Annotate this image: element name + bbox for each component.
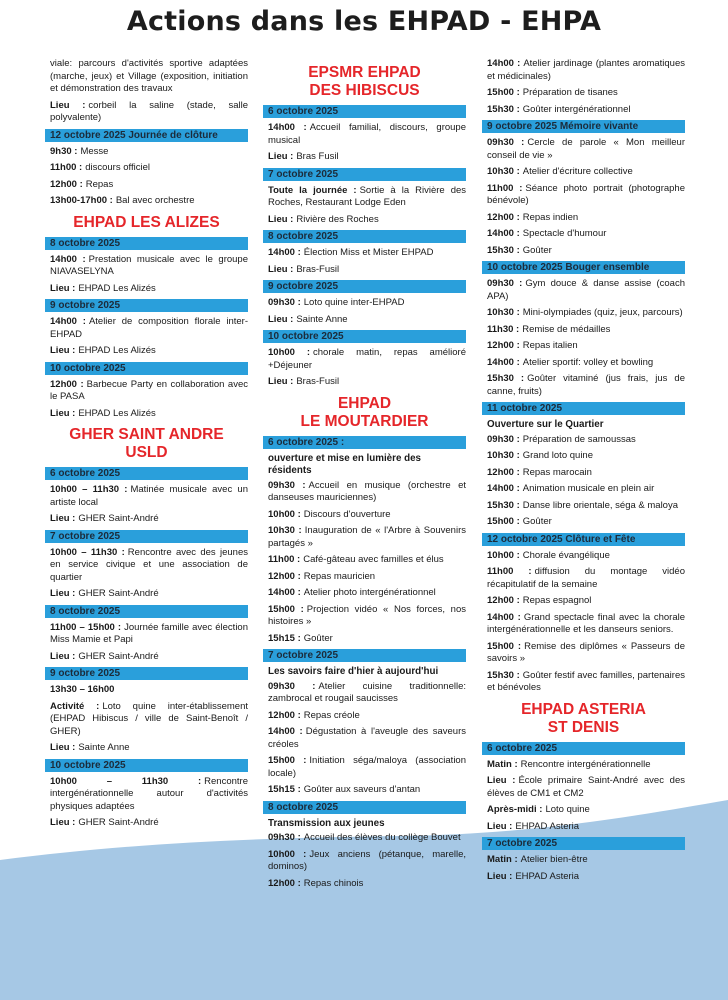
date-bar: 8 octobre 2025 [45, 237, 248, 250]
date-bar: 10 octobre 2025 [45, 362, 248, 375]
schedule-entry [268, 755, 466, 780]
entry-time: Lieu : [268, 376, 294, 387]
entry-text: Atelier photo intergénérationnel [303, 587, 436, 598]
entry-text: École primaire Saint-André avec des élèves de CM1 et CM2 [487, 775, 685, 799]
schedule-entry [487, 183, 685, 208]
entry-time: Lieu : [50, 345, 76, 356]
entry-text: Séance photo portrait (photographe bénévole) [487, 182, 686, 206]
schedule-entry [50, 588, 248, 601]
entry-time: 10h00 : [487, 549, 520, 561]
entry-time: 12h00 : [268, 877, 301, 889]
entry-text: Barbecue Party en collaboration avec le PASA [50, 378, 248, 402]
date-bar: 7 octobre 2025 [482, 837, 685, 850]
entry-time: 14h00 : [50, 316, 86, 327]
entry-time: 15h00 : [487, 640, 522, 652]
entry-text: chorale matin, repas amélioré +Déjeuner [268, 347, 466, 371]
entry-time: 09h30 : [487, 278, 523, 289]
schedule-entry [50, 408, 248, 421]
date-bar: 12 octobre 2025 Journée de clôture [45, 129, 248, 142]
schedule-entry [487, 278, 685, 303]
entry-time: Lieu : [50, 817, 76, 828]
entry-time: 12h00 : [487, 466, 520, 478]
entry-text: Repas chinois [303, 877, 364, 889]
schedule-entry [50, 316, 248, 341]
entry-time: 09h30 : [487, 433, 520, 445]
entry-time: 11h30 : [487, 323, 520, 335]
entry-text: Préparation de tisanes [522, 87, 618, 98]
entry-text: Loto quine inter-établissement (EHPAD Hibiscus / ville de Saint-Benoît / GHER) [50, 700, 248, 737]
day-theme: Transmission aux jeunes [268, 817, 385, 829]
entry-text: Atelier jardinage (plantes aromatiques et médicinales) [487, 58, 685, 82]
entry-time: 11h00 – 15h00 : [50, 621, 122, 633]
section-title-line: GHER SAINT ANDRE [69, 426, 224, 443]
schedule-entry [487, 58, 685, 83]
entry-text: GHER Saint-André [78, 513, 159, 524]
section-title-line: LE MOUTARDIER [300, 412, 429, 430]
schedule-entry [50, 254, 248, 279]
column-3 [482, 58, 685, 887]
schedule-entry [268, 509, 466, 522]
entry-time: Lieu : [487, 775, 516, 786]
schedule-entry [487, 245, 685, 258]
schedule-entry [487, 821, 685, 834]
entry-time: 13h30 – 16h00 [50, 684, 115, 695]
entry-time: 15h00 : [487, 87, 520, 98]
entry-time: 14h00 : [268, 122, 307, 133]
entry-text: Sainte Anne [296, 313, 348, 325]
entry-time: Activité : [50, 700, 100, 712]
date-bar: 10 octobre 2025 Bouger ensemble [482, 261, 685, 274]
date-bar: 6 octobre 2025 [263, 105, 466, 118]
entry-time: 15h00 : [268, 603, 304, 615]
entry-time: Lieu : [50, 282, 76, 294]
column-1 [45, 58, 248, 834]
entry-text: Projection vidéo « Nos forces, nos histoires » [268, 603, 466, 627]
schedule-entry [268, 214, 466, 227]
entry-time: 14h00 : [268, 726, 303, 737]
entry-text: Remise des diplômes « Passeurs de savoirs » [487, 640, 685, 664]
schedule-entry [487, 357, 685, 370]
schedule-entry [50, 379, 248, 404]
schedule-entry [487, 516, 685, 529]
entry-text: Chorale évangélique [522, 549, 610, 561]
entry-text: Loto quine [545, 804, 590, 815]
schedule-entry [50, 484, 248, 509]
schedule-entry [487, 340, 685, 353]
entry-time: Lieu : [50, 513, 76, 524]
entry-time: Toute la journée : [268, 184, 357, 196]
entry-time: Lieu : [268, 313, 294, 325]
schedule-entry [487, 641, 685, 666]
entry-text: Atelier de composition florale inter-EHPAD [50, 316, 248, 340]
entry-text: Loto quine inter-EHPAD [303, 297, 405, 308]
entry-time: 09h30 : [268, 680, 316, 692]
date-bar: 7 octobre 2025 [263, 168, 466, 181]
schedule-entry [487, 87, 685, 100]
entry-text: Bal avec orchestre [115, 195, 195, 206]
entry-time: Lieu : [268, 151, 294, 162]
entry-text: Sainte Anne [78, 742, 130, 753]
schedule-entry [487, 595, 685, 608]
entry-text: Goûter aux saveurs d'antan [303, 784, 421, 795]
entry-time: 10h30 : [268, 525, 302, 536]
date-bar: 12 octobre 2025 Clôture et Fête [482, 533, 685, 546]
entry-text: Spectacle d'humour [522, 228, 607, 239]
schedule-entry [50, 100, 248, 125]
entry-time: 09h30 : [268, 479, 306, 491]
entry-time: 10h00 – 11h30 : [50, 484, 128, 495]
day-theme: ouverture et mise en lumière des résidents [268, 452, 421, 476]
entry-time: 09h30 : [268, 832, 301, 843]
schedule-entry [487, 500, 685, 513]
entry-text: Préparation de samoussas [522, 433, 636, 445]
section-title-line: EHPAD ASTERIA [521, 700, 646, 718]
entry-time: Matin : [487, 854, 518, 865]
date-bar: 7 octobre 2025 [263, 649, 466, 662]
day-theme: Les savoirs faire d'hier à aujourd'hui [268, 666, 439, 677]
entry-time: 11h00 : [487, 182, 523, 194]
schedule-entry [268, 480, 466, 505]
date-bar: 10 octobre 2025 [45, 759, 248, 772]
schedule-entry [50, 651, 248, 664]
entry-text: Grand spectacle final avec la chorale intergénérationnelle et les danseurs seniors. [487, 611, 685, 635]
entry-time: 15h15 : [268, 632, 301, 644]
schedule-entry [50, 742, 248, 755]
entry-text: Rencontre avec des jeunes en service civique et une association de quartier [50, 546, 248, 583]
date-bar: 9 octobre 2025 [45, 299, 248, 312]
schedule-entry [268, 726, 466, 751]
entry-text: EHPAD Les Alizés [78, 407, 156, 419]
entry-time: 14h00 : [487, 58, 521, 69]
column-2 [263, 58, 466, 894]
date-bar: 6 octobre 2025 : [263, 436, 466, 449]
entry-time: 9h30 : [50, 145, 78, 157]
schedule-entry [487, 307, 685, 320]
entry-time: 10h00 – 11h30 : [50, 546, 125, 558]
entry-text: Rencontre intergénérationnelle autour d'activités physiques adaptées [50, 775, 248, 812]
entry-time: 14h00 : [50, 253, 86, 265]
schedule-entry [487, 434, 685, 447]
date-bar: 11 octobre 2025 [482, 402, 685, 415]
section-title [45, 214, 248, 232]
entry-time: Lieu : [268, 213, 294, 225]
entry-text: Repas [85, 178, 114, 190]
entry-text: EHPAD Asteria [515, 870, 580, 882]
schedule-entry [268, 832, 466, 845]
entry-time: 10h30 : [487, 450, 520, 461]
entry-text: Dégustation à l'aveugle des saveurs créoles [268, 726, 466, 750]
entry-text: EHPAD Asteria [515, 820, 580, 832]
schedule-entry [50, 817, 248, 830]
entry-text: GHER Saint-André [78, 650, 159, 662]
schedule-entry [268, 878, 466, 891]
entry-time: 10h30 : [487, 166, 520, 177]
entry-time: 15h00 : [487, 516, 520, 527]
entry-text: Accueil des élèves du collège Bouvet [303, 832, 461, 843]
entry-time: Lieu : [487, 820, 513, 832]
schedule-entry [487, 228, 685, 241]
entry-text: Repas marocain [522, 466, 592, 478]
entry-time: 12h00 : [50, 178, 83, 190]
entry-text: Atelier cuisine traditionnelle: zambrocal et rougail saucisses [268, 680, 466, 704]
entry-time: Lieu : [50, 407, 76, 419]
schedule-entry [487, 212, 685, 225]
section-title-line: EHPAD LES ALIZES [73, 213, 220, 231]
entry-time: 15h30 : [487, 103, 520, 115]
entry-time: 10h00 : [268, 508, 301, 520]
schedule-entry [268, 314, 466, 327]
entry-text: Initiation séga/maloya (association locale) [268, 755, 466, 779]
schedule-entry [50, 162, 248, 175]
entry-text: discours officiel [85, 162, 150, 173]
entry-text: Goûter festif avec familles, partenaires et bénévoles [487, 669, 685, 693]
day-theme: Ouverture sur le Quartier [487, 419, 604, 430]
entry-time: Lieu : [50, 588, 76, 599]
schedule-entry [268, 849, 466, 874]
entry-text: Rivière des Roches [296, 213, 379, 225]
schedule-entry [268, 347, 466, 372]
date-bar: 8 octobre 2025 [45, 605, 248, 618]
entry-time: 09h30 : [268, 297, 301, 308]
entry-time: 12h00 : [50, 378, 84, 390]
entry-time: 12h00 : [268, 709, 301, 721]
schedule-entry [268, 122, 466, 147]
entry-text: Sortie à la Rivière des Roches, Restaurant Lodge Eden [268, 184, 467, 208]
entry-time: Lieu : [50, 742, 76, 753]
schedule-entry [268, 525, 466, 550]
entry-time: 12h00 : [487, 211, 520, 223]
entry-text: Journée famille avec élection Miss Mamie et Papi [50, 621, 249, 645]
entry-text: diffusion du montage vidéo récapitulatif de la semaine [487, 566, 685, 590]
schedule-entry [487, 871, 685, 884]
schedule-entry [50, 345, 248, 358]
schedule-entry [268, 264, 466, 277]
date-bar: 9 octobre 2025 [263, 280, 466, 293]
entry-time: 12h00 : [268, 570, 301, 582]
schedule-entry [50, 622, 248, 647]
entry-time: 13h00-17h00 : [50, 195, 113, 206]
entry-time: 15h15 : [268, 784, 301, 795]
schedule-entry [268, 297, 466, 310]
entry-text: Repas mauricien [303, 570, 376, 582]
section-title [45, 426, 248, 462]
schedule-entry [268, 710, 466, 723]
schedule-entry [487, 166, 685, 179]
entry-text: Inauguration de « l'Arbre à Souvenirs partagés » [268, 525, 466, 549]
entry-text: Remise de médailles [522, 323, 611, 335]
entry-text: corbeil la saline (stade, salle polyvalente) [50, 99, 248, 123]
entry-text: Gym douce & danse assise (coach APA) [487, 278, 686, 302]
entry-text: Accueil en musique (orchestre et danseuses mauriciennes) [268, 479, 466, 503]
date-bar: 7 octobre 2025 [45, 530, 248, 543]
schedule-entry [50, 146, 248, 159]
entry-text: Messe [80, 145, 109, 157]
entry-text: Cercle de parole « Mon meilleur conseil de vie » [487, 137, 685, 161]
schedule-entry [487, 137, 685, 162]
entry-text: Repas italien [522, 340, 578, 351]
entry-text: GHER Saint-André [78, 817, 159, 828]
entry-text: Bras Fusil [296, 151, 339, 162]
entry-time: 10h00 : [268, 347, 311, 358]
schedule-entry [268, 571, 466, 584]
entry-text: Repas indien [522, 211, 579, 223]
entry-time: 15h30 : [487, 373, 525, 384]
entry-text: Atelier bien-être [520, 854, 588, 865]
entry-time: 10h00 : [268, 848, 307, 860]
schedule-entry [268, 633, 466, 646]
section-title-line: DES HIBISCUS [309, 82, 420, 99]
entry-text: Animation musicale en plein air [522, 483, 655, 494]
section-title-line: EHPAD [337, 394, 392, 412]
entry-time: 14h00 : [487, 356, 520, 368]
schedule-entry [50, 684, 248, 697]
date-bar: 8 octobre 2025 [263, 230, 466, 243]
page-title: Actions dans les EHPAD - EHPA [126, 6, 602, 37]
entry-text: Rencontre intergénérationnelle [520, 758, 651, 770]
date-bar: 9 octobre 2025 [45, 667, 248, 680]
entry-text: GHER Saint-André [78, 588, 159, 599]
schedule-entry [487, 450, 685, 463]
entry-time: 12h00 : [487, 595, 520, 606]
date-bar: 6 octobre 2025 [45, 467, 248, 480]
date-bar: 9 octobre 2025 Mémoire vivante [482, 120, 685, 133]
date-bar: 8 octobre 2025 [263, 801, 466, 814]
entry-time: Lieu : [487, 870, 513, 882]
schedule-entry [487, 612, 685, 637]
schedule-entry [487, 804, 685, 817]
schedule-entry [50, 179, 248, 192]
entry-time: 14h00 : [487, 228, 520, 239]
entry-time: 09h30 : [487, 137, 525, 148]
date-bar: 10 octobre 2025 [263, 330, 466, 343]
schedule-entry [487, 775, 685, 800]
entry-time: 15h00 : [268, 755, 307, 766]
entry-text: Bras-Fusil [296, 376, 340, 387]
entry-text: Repas créole [303, 709, 360, 721]
schedule-entry [487, 467, 685, 480]
entry-time: Lieu : [50, 99, 86, 111]
entry-text: Grand loto quine [522, 450, 593, 461]
entry-text: Danse libre orientale, séga & maloya [522, 499, 679, 511]
entry-text: EHPAD Les Alizés [78, 345, 156, 356]
schedule-entry [268, 247, 466, 260]
schedule-entry [487, 550, 685, 563]
entry-time: Après-midi : [487, 804, 543, 815]
entry-time: Matin : [487, 758, 518, 770]
section-title-line: ST DENIS [547, 718, 620, 736]
entry-time: 11h00 : [487, 566, 532, 577]
entry-text: EHPAD Les Alizés [78, 282, 156, 294]
entry-time: 10h30 : [487, 307, 520, 318]
entry-text: Café-gâteau avec familles et élus [303, 554, 444, 565]
schedule-entry [268, 185, 466, 210]
entry-time: 12h00 : [487, 340, 520, 351]
entry-text: Élection Miss et Mister EHPAD [303, 247, 434, 258]
entry-time: 14h00 : [268, 247, 301, 258]
intro-text: viale: parcours d'activités sportive adaptées (marche, jeux) et Village (exposition, initiation et démonstration des travaux [50, 58, 248, 94]
entry-time: 14h00 : [487, 611, 521, 623]
schedule-entry [487, 566, 685, 591]
entry-text: Jeux anciens (pétanque, marelle, dominos) [268, 848, 466, 872]
section-title-line: EPSMR EHPAD [308, 64, 421, 81]
entry-text: Goûter [522, 244, 552, 256]
schedule-entry [50, 195, 248, 208]
date-bar: 6 octobre 2025 [482, 742, 685, 755]
entry-text: Atelier d'écriture collective [522, 166, 633, 177]
schedule-entry [50, 776, 248, 814]
section-title [263, 395, 466, 431]
schedule-entry [268, 376, 466, 389]
entry-time: 15h30 : [487, 669, 520, 681]
schedule-entry [268, 604, 466, 629]
entry-time: Lieu : [50, 650, 76, 662]
section-title-line: USLD [125, 444, 168, 461]
entry-text: Accueil familial, discours, groupe musical [268, 122, 466, 146]
schedule-entry [487, 324, 685, 337]
entry-time: 11h00 : [268, 554, 301, 565]
schedule-entry [50, 701, 248, 739]
schedule-entry [487, 759, 685, 772]
entry-time: 11h00 : [50, 162, 83, 173]
entry-text: Bras-Fusil [296, 263, 340, 275]
schedule-entry [487, 483, 685, 496]
schedule-entry [268, 784, 466, 797]
schedule-entry [487, 104, 685, 117]
section-title [263, 64, 466, 100]
schedule-entry [487, 854, 685, 867]
schedule-entry [268, 554, 466, 567]
schedule-entry [50, 283, 248, 296]
entry-text: Repas espagnol [522, 595, 592, 606]
entry-text: Goûter [303, 632, 333, 644]
entry-text: Goûter vitaminé (jus frais, jus de canne, fruits) [487, 373, 685, 397]
schedule-entry [487, 670, 685, 695]
entry-text: Goûter intergénérationnel [522, 103, 631, 115]
entry-time: Lieu : [268, 263, 294, 275]
schedule-entry [487, 373, 685, 398]
schedule-entry [50, 513, 248, 526]
schedule-entry [50, 547, 248, 585]
entry-time: 15h30 : [487, 499, 520, 511]
entry-time: 15h30 : [487, 244, 520, 256]
entry-text: Mini-olympiades (quiz, jeux, parcours) [522, 307, 683, 318]
schedule-entry [268, 587, 466, 600]
entry-time: 14h00 : [487, 483, 520, 494]
entry-text: Goûter [522, 516, 552, 527]
entry-text: Atelier sportif: volley et bowling [522, 356, 654, 368]
schedule-entry [268, 681, 466, 706]
section-title [482, 701, 685, 737]
entry-text: Discours d'ouverture [303, 508, 391, 520]
schedule-entry [268, 151, 466, 164]
entry-time: 10h00 – 11h30 : [50, 775, 202, 787]
entry-text: Matinée musicale avec un artiste local [50, 484, 248, 508]
entry-text: Prestation musicale avec le groupe NIAVASELYNA [50, 253, 248, 277]
entry-time: 14h00 : [268, 587, 301, 598]
